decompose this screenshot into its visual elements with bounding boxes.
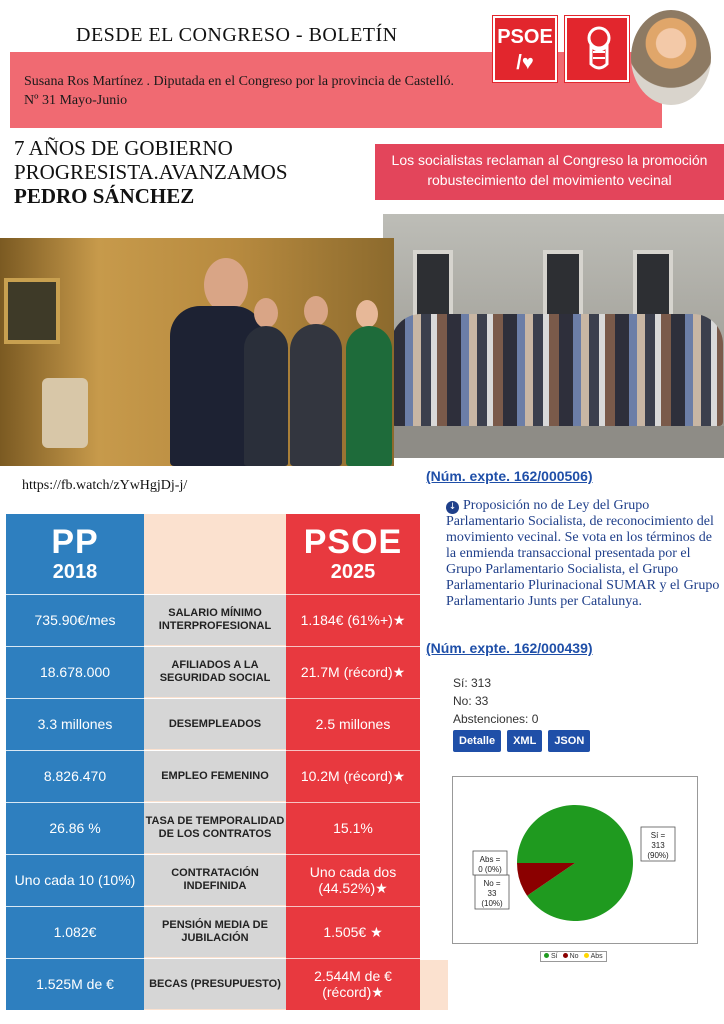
votes-abstentions: Abstenciones: 0	[453, 712, 539, 726]
expand-down-icon[interactable]: ↓	[446, 501, 459, 514]
pp-title: PP	[51, 523, 99, 561]
person-head	[356, 300, 378, 328]
vote-results	[453, 674, 538, 728]
svg-text:Sí =: Sí =	[650, 831, 666, 840]
table-row	[6, 802, 420, 853]
news-banner-line-2: robustecimiento del movimiento vecinal	[427, 172, 672, 188]
pp-value: 26.86 %	[6, 802, 144, 853]
detalle-button[interactable]: Detalle	[453, 730, 501, 752]
legend-label-abs: Abs	[590, 953, 603, 960]
table-tail	[420, 960, 448, 1010]
vote-pie-chart	[452, 776, 698, 944]
psoe-title: PSOE	[303, 523, 403, 561]
person-body	[290, 324, 342, 466]
pp-value: 735.90€/mes	[6, 594, 144, 645]
row-label: DESEMPLEADOS	[144, 698, 286, 749]
legend-item-no	[563, 953, 579, 960]
chart-legend	[540, 951, 607, 962]
row-label: BECAS (PRESUPUESTO)	[144, 958, 286, 1009]
headline-line-2: PROGRESISTA.AVANZAMOS	[14, 160, 288, 184]
headline	[14, 136, 288, 208]
pp-value: Uno cada 10 (10%)	[6, 854, 144, 905]
deputy-avatar	[631, 10, 711, 105]
expte-link-1[interactable]: (Núm. expte. 162/000506)	[426, 468, 593, 484]
pp-value: 3.3 millones	[6, 698, 144, 749]
table-row	[6, 698, 420, 749]
legend-item-si	[544, 953, 558, 960]
group-photo	[383, 214, 724, 458]
pie-chart-svg	[453, 777, 697, 943]
votes-no: No: 33	[453, 694, 489, 708]
svg-text:(90%): (90%)	[647, 851, 669, 860]
legend-item-abs	[584, 953, 603, 960]
legend-label-si: Sí	[551, 953, 558, 960]
json-button[interactable]: JSON	[548, 730, 590, 752]
svg-text:313: 313	[651, 841, 665, 850]
headline-line-3: PEDRO SÁNCHEZ	[14, 184, 195, 208]
psoe-value: 1.184€ (61%+)★	[286, 594, 420, 645]
news-banner	[375, 144, 724, 200]
author-line: Susana Ros Martínez . Diputada en el Congreso por la provincia de Castelló. Nº 31 Mayo-Junio	[24, 74, 455, 108]
rose-fist-logo	[565, 16, 629, 82]
crowd	[391, 314, 723, 426]
psoe-value: Uno cada dos (44.52%)★	[286, 854, 420, 905]
headline-line-1: 7 AÑOS DE GOBIERNO	[14, 136, 233, 160]
proposal-text: Proposición no de Ley del Grupo Parlamentario Socialista, de reconocimiento del movimiento vecinal. Se vota en los términos de la enmienda transaccional presentada por el Grupo Parlamentario Socialista, el Grupo Parlamentario Plurinacional SUMAR y el Grupo Parlamentario Junts per Catalunya.	[446, 498, 720, 609]
row-label: PENSIÓN MEDIA DE JUBILACIÓN	[144, 906, 286, 957]
psoe-logo-text: PSOE	[497, 26, 553, 48]
row-label: TASA DE TEMPORALIDAD DE LOS CONTRATOS	[144, 802, 286, 853]
psoe-value: 15.1%	[286, 802, 420, 853]
rose-fist-icon	[567, 18, 631, 84]
psoe-value: 21.7M (récord)★	[286, 646, 420, 697]
svg-text:33: 33	[487, 889, 497, 898]
row-label: CONTRATACIÓN INDEFINIDA	[144, 854, 286, 905]
pie-label-si	[641, 827, 675, 861]
psoe-value: 2.544M de € (récord)★	[286, 958, 420, 1009]
pie-label-abs	[473, 851, 507, 875]
psoe-value: 1.505€ ★	[286, 906, 420, 957]
swearing-in-photo	[0, 238, 394, 466]
pp-value: 18.678.000	[6, 646, 144, 697]
export-buttons	[453, 730, 590, 752]
ground	[383, 426, 724, 458]
pp-value: 1.082€	[6, 906, 144, 957]
psoe-year: 2025	[330, 561, 376, 583]
table-row	[6, 594, 420, 645]
pp-year: 2018	[52, 561, 98, 583]
legend-label-no: No	[569, 953, 579, 960]
person-head	[204, 258, 248, 312]
psoe-logo-heart-icon: /♥	[516, 52, 534, 74]
table-row	[6, 646, 420, 697]
psoe-value: 10.2M (récord)★	[286, 750, 420, 801]
facebook-video-link[interactable]: https://fb.watch/zYwHgjDj-j/	[22, 478, 188, 493]
pp-value: 8.826.470	[6, 750, 144, 801]
psoe-logo	[493, 16, 557, 82]
row-label: AFILIADOS A LA SEGURIDAD SOCIAL	[144, 646, 286, 697]
person-body	[346, 326, 392, 466]
person-head	[254, 298, 278, 328]
person-body	[244, 326, 288, 466]
person-head	[304, 296, 328, 326]
chair	[42, 378, 88, 448]
pp-value: 1.525M de €	[6, 958, 144, 1009]
news-banner-line-1: Los socialistas reclaman al Congreso la promoción	[391, 152, 708, 168]
pie-label-no	[475, 875, 509, 909]
row-label: EMPLEO FEMENINO	[144, 750, 286, 801]
bulletin-title: DESDE EL CONGRESO - BOLETÍN	[76, 24, 398, 46]
expte-link-2[interactable]: (Núm. expte. 162/000439)	[426, 640, 593, 656]
votes-yes: Sí: 313	[453, 676, 492, 690]
table-row	[6, 854, 420, 905]
painting	[4, 278, 60, 344]
table-row	[6, 906, 420, 957]
table-row	[6, 958, 420, 1009]
svg-text:No =: No =	[483, 879, 501, 888]
proposal-text-block	[446, 498, 724, 610]
svg-text:Abs =: Abs =	[479, 855, 501, 864]
psoe-header	[286, 524, 420, 584]
comparison-table	[6, 514, 448, 1010]
psoe-value: 2.5 millones	[286, 698, 420, 749]
xml-button[interactable]: XML	[507, 730, 542, 752]
row-label: SALARIO MÍNIMO INTERPROFESIONAL	[144, 594, 286, 645]
svg-text:(10%): (10%)	[481, 899, 503, 908]
table-row	[6, 750, 420, 801]
svg-text:0 (0%): 0 (0%)	[478, 865, 502, 874]
pp-header	[6, 524, 144, 584]
